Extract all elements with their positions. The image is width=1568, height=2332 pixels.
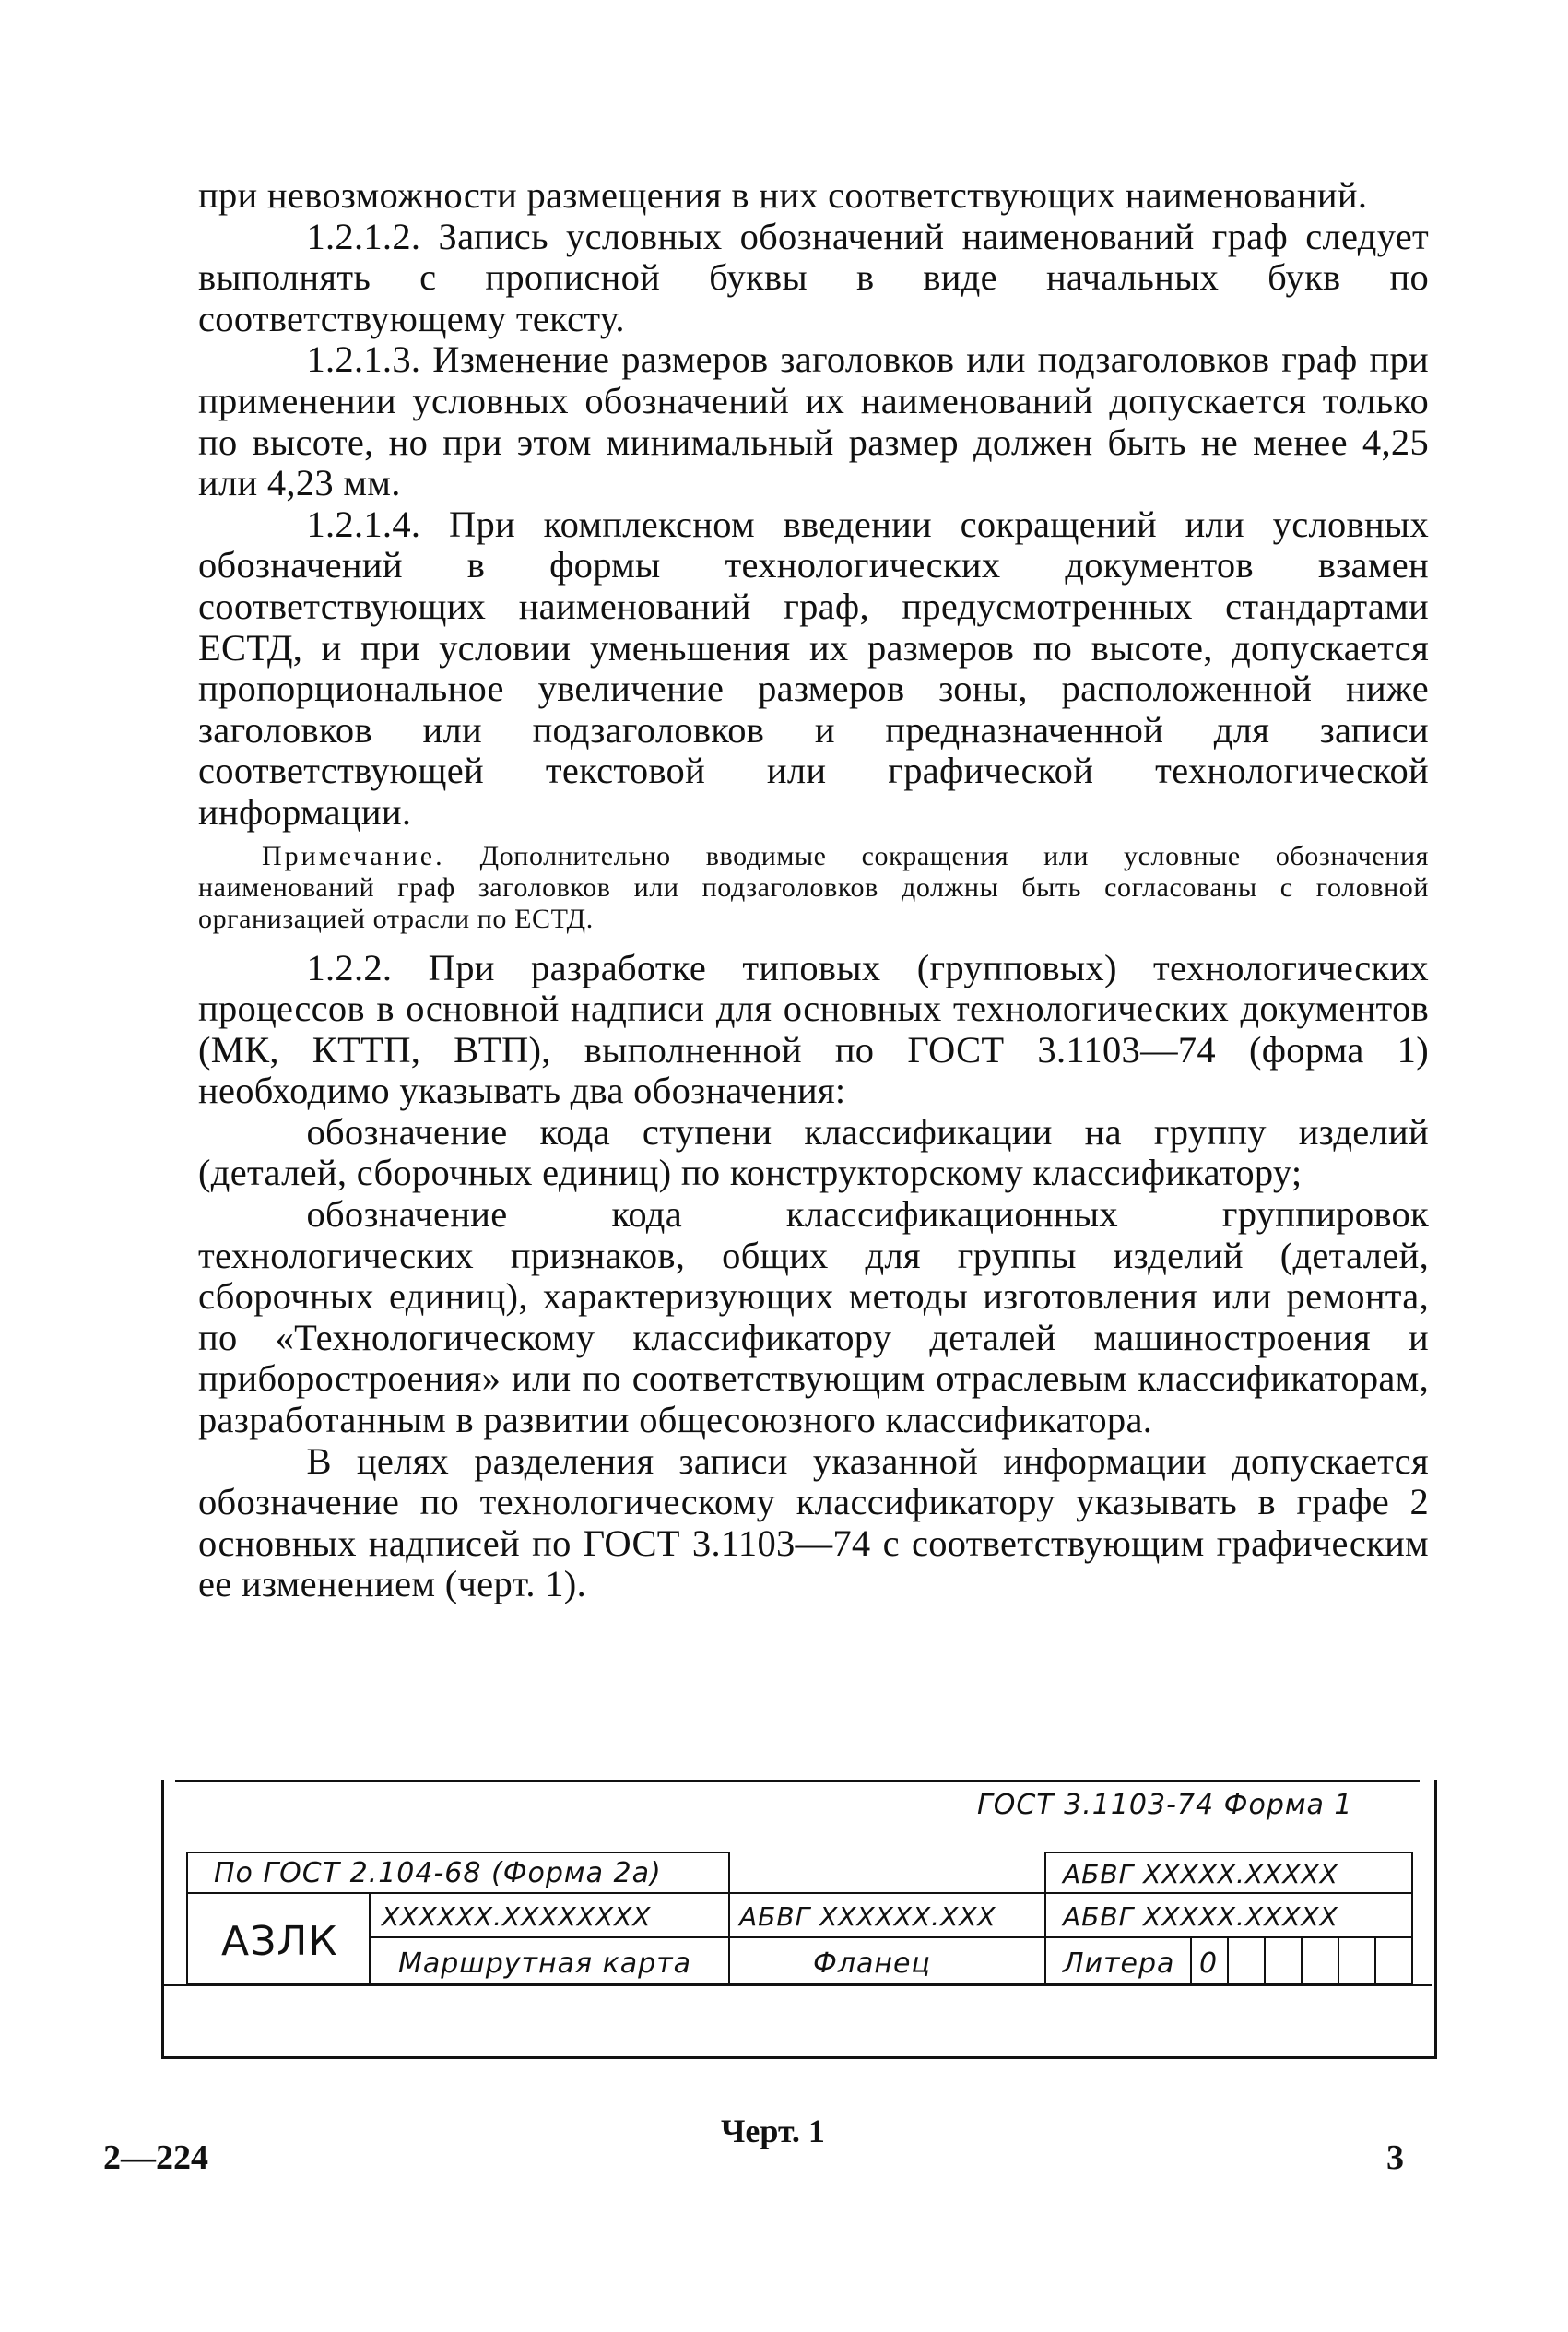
code-big-cell	[186, 1892, 371, 1984]
figure-standard-title: ГОСТ 3.1103-74 Форма 1	[977, 1789, 1353, 1821]
code-top-text: АБВГ XXXXX.XXXXX	[1063, 1859, 1338, 1889]
paragraph-separation: В целях разделения записи указанной информации допускается обозначение по технологическому классификатору указывать в графе 2 основных надписей по ГОСТ 3.1103—74 с соответствующим графическим ее изменением (черт. 1).	[198, 1439, 1429, 1605]
table-left-rule	[186, 1852, 188, 1986]
class-code-cell	[728, 1892, 1046, 1938]
note-text: Дополнительно вводимые сокращения или условные обозначения наименований граф заголовков или подзаголовков должны быть согласованы с головной организацией отрасли по ЕСТД.	[198, 840, 1429, 934]
doc-name-text: Маршрутная карта	[398, 1947, 692, 1980]
title-block-drawing	[157, 1770, 1447, 2121]
note	[198, 841, 1429, 935]
litera-value-text: 0	[1199, 1947, 1219, 1980]
paragraph-code-class: обозначение кода ступени классификации на группу изделий (деталей, сборочных единиц) по конструкторскому классификатору;	[198, 1110, 1429, 1194]
figure-caption: Черт. 1	[721, 2113, 825, 2149]
note-label: Примечание.	[262, 840, 445, 871]
code-mid-cell	[1044, 1892, 1413, 1938]
litera-slot-cell	[1227, 1936, 1266, 1984]
document-body	[198, 175, 1429, 1605]
part-name-cell	[728, 1936, 1046, 1984]
litera-slot-cell	[1264, 1936, 1303, 1984]
paragraph-1-2-1-2: 1.2.1.2. Запись условных обозначений наименований граф следует выполнять с прописной буквы в виде начальных букв по соответствующему тексту.	[198, 215, 1429, 339]
page-code: 2—224	[103, 2138, 208, 2177]
litera-slot-cell	[1374, 1936, 1413, 1984]
code-big-text: АЗЛК	[221, 1918, 338, 1965]
doc-name-cell	[369, 1936, 730, 1984]
litera-label-text: Литера	[1063, 1947, 1175, 1980]
paragraph-code-group: обозначение кода классификационных группировок технологических признаков, общих для группы изделий (деталей, сборочных единиц), характеризующих методы изготовления или ремонта, по «Технологическому классификатору деталей машиностроения и приборостроения» или по соответствующим отраслевым классификаторам, разработанным в развитии общесоюзного классификатора.	[198, 1193, 1429, 1441]
paragraph-1-2-2: 1.2.2. При разработке типовых (групповых) технологических процессов в основной надписи для основных технологических документов (МК, КТТП, ВТП), выполненной по ГОСТ 3.1103—74 (форма 1) необходимо указывать два обозначения:	[198, 946, 1429, 1112]
litera-slot-cell	[1338, 1936, 1376, 1984]
ref-form-cell	[186, 1852, 730, 1894]
table-bottom-rule	[161, 1984, 1432, 1986]
litera-value-cell	[1190, 1936, 1229, 1984]
class-code-text: АБВГ XXXXXX.XXX	[739, 1901, 996, 1932]
code-top-cell	[1044, 1852, 1413, 1894]
paragraph-1-2-1-4: 1.2.1.4. При комплексном введении сокращений или условных обозначений в формы технологических документов взамен соответствующих наименований граф, предусмотренных стандартами ЕСТД, и при условии уменьшения их размеров по высоте, допускается пропорциональное увеличение размеров зоны, расположенной ниже заголовков или подзаголовков и предназначенной для записи соответствующей текстовой или графической технологической информации.	[198, 503, 1429, 833]
paragraph-continuation: при невозможности размещения в них соответствующих наименований.	[198, 174, 1368, 216]
ref-form-text: По ГОСТ 2.104-68 (Форма 2а)	[214, 1857, 662, 1889]
litera-label-cell	[1044, 1936, 1192, 1984]
code-line-cell	[369, 1892, 730, 1938]
part-name-text: Фланец	[813, 1947, 931, 1980]
page-number: 3	[1386, 2138, 1404, 2177]
code-line-text: XXXXXX.XXXXXXXX	[382, 1901, 652, 1932]
code-mid-text: АБВГ XXXXX.XXXXX	[1063, 1901, 1338, 1932]
paragraph-1-2-1-3: 1.2.1.3. Изменение размеров заголовков или подзаголовков граф при применении условных обозначений их наименований допускается только по высоте, но при этом минимальный размер должен быть не менее 4,25 или 4,23 мм.	[198, 338, 1429, 504]
litera-slot-cell	[1301, 1936, 1339, 1984]
